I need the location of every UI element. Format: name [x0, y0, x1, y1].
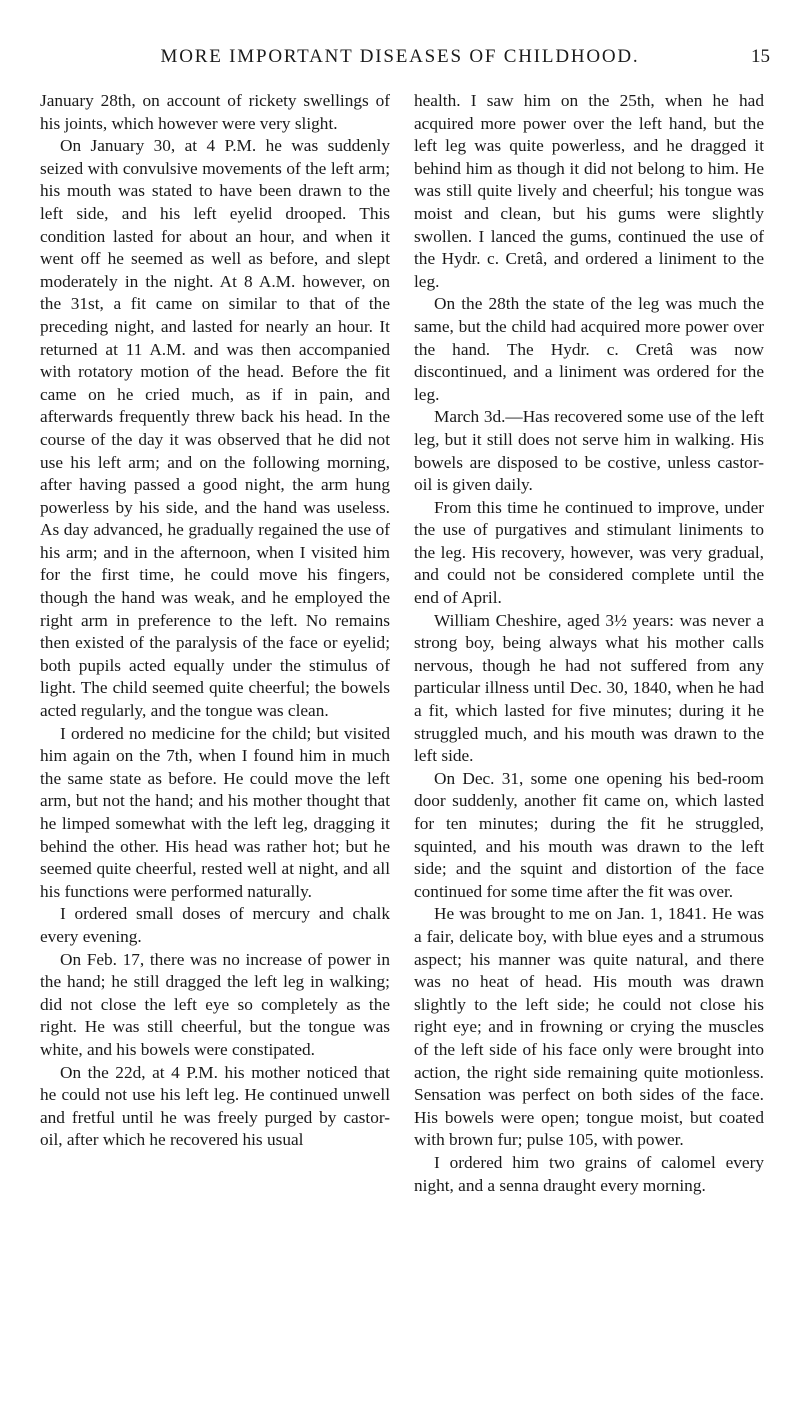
paragraph: I ordered no medicine for the child; but visited him again on the 7th, when I found him in much the same state as before. He could move the left arm, but not the hand; and his mother thought that he limped somewhat with the left leg, dragging it behind the other. His head was rather hot; but he seemed quite cheerful, rested well at night, and all his functions were performed naturally.	[40, 723, 390, 901]
paragraph: On Feb. 17, there was no increase of power in the hand; he still dragged the left leg in walking; did not close the left eye so completely as the right. He was still cheerful, but the tongue was white, and his bowels were constipated.	[40, 949, 390, 1059]
running-title: MORE IMPORTANT DISEASES OF CHILDHOOD.	[160, 46, 640, 67]
paragraph: health. I saw him on the 25th, when he had acquired more power over the left hand, but the left leg was quite powerless, and he dragged it behind him as though it did not belong to him. He was still quite lively and cheerful; his tongue was moist and clean, but his gums were slightly swollen. I lanced the gums, continued the use of the Hydr. c. Cretâ, and ordered a liniment to the leg.	[414, 91, 764, 291]
running-header	[40, 42, 770, 72]
paragraph: I ordered him two grains of calomel every night, and a senna draught every morning.	[414, 1152, 764, 1195]
paragraph: January 28th, on account of rickety swellings of his joints, which however were very slight.	[40, 91, 390, 133]
paragraph: March 3d.—Has recovered some use of the left leg, but it still does not serve him in walking. His bowels are disposed to be costive, unless castor-oil is given daily.	[414, 407, 764, 495]
paragraph: On January 30, at 4 P.M. he was suddenly seized with convulsive movements of the left arm; his mouth was stated to have been drawn to the left side, and his left eyelid drooped. This condition lasted for about an hour, and when it went off he seemed as well as before, and slept moderately in the night. At 8 A.M. however, on the 31st, a fit came on similar to that of the preceding night, and lasted for nearly an hour. It returned at 11 A.M. and was then accompanied with rotatory motion of the head. Before the fit came on he cried much, as if in pain, and afterwards frequently threw back his head. In the course of the day it was observed that he did not use his left arm; and on the following morning, after having passed a good night, the arm hung powerless by his side, and the hand was useless. As day advanced, he gradually regained the use of his arm; and in the afternoon, when I visited him for the first time, he could move his fingers, though the hand was weak, and he employed the right arm in preference to the left. No remains then existed of the paralysis of the face or eyelid; both pupils acted equally under the stimulus of light. The child seemed quite cheerful; the bowels acted regularly, and the tongue was clean.	[40, 136, 390, 721]
paragraph: He was brought to me on Jan. 1, 1841. He was a fair, delicate boy, with blue eyes and a strumous aspect; his manner was quite natural, and there was no heat of head. His mouth was drawn slightly to the left side; he could not close his right eye; and in frowning or crying the muscles of the left side of his face only were brought into action, the right side remaining quite motionless. Sensation was perfect on both sides of the face. His bowels were open; tongue moist, but coated with brown fur; pulse 105, with power.	[414, 904, 764, 1150]
left-column	[40, 90, 390, 1152]
page-number: 15	[751, 46, 770, 67]
paragraph: On the 28th the state of the leg was much the same, but the child had acquired more power over the hand. The Hydr. c. Cretâ was now discontinued, and a liniment was ordered for the leg.	[414, 294, 764, 404]
paragraph: From this time he continued to improve, under the use of purgatives and stimulant liniments to the leg. His recovery, however, was very gradual, and could not be considered complete until the end of April.	[414, 497, 764, 608]
right-column	[414, 90, 764, 1197]
paragraph: I ordered small doses of mercury and chalk every evening.	[40, 904, 390, 946]
paragraph: On the 22d, at 4 P.M. his mother noticed that he could not use his left leg. He continued unwell and fretful until he was freely purged by castor-oil, after which he recovered his usual	[40, 1062, 390, 1150]
paragraph: On Dec. 31, some one opening his bed-room door suddenly, another fit came on, which lasted for ten minutes; during the fit he struggled, squinted, and his mouth was drawn to the left side; and the squint and distortion of the face continued for some time after the fit was over.	[414, 768, 764, 901]
paragraph: William Cheshire, aged 3½ years: was never a strong boy, being always what his mother calls nervous, though he had not suffered from any particular illness until Dec. 30, 1840, when he had a fit, which lasted for five minutes; during it he struggled much, and his mouth was drawn to the left side.	[414, 610, 764, 766]
